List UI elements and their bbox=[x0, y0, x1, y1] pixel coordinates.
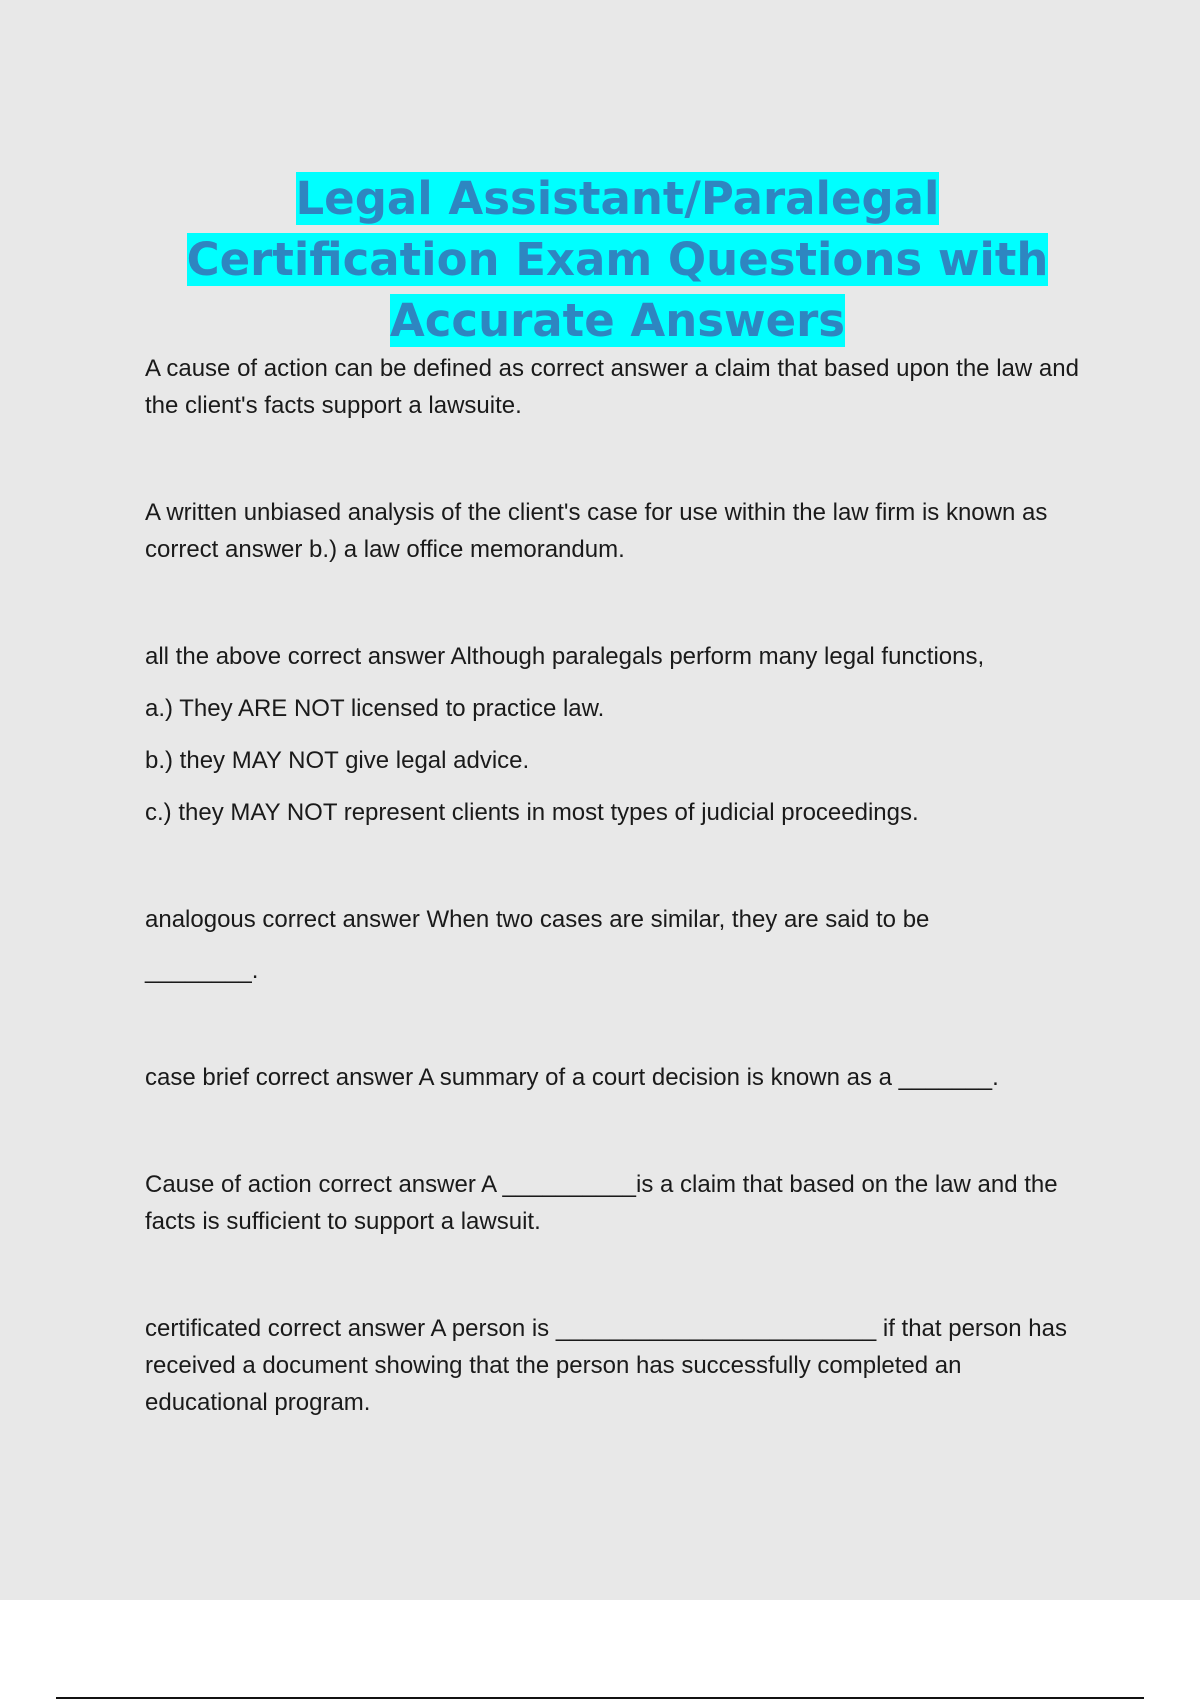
question-cause-of-action: A cause of action can be defined as correct answer a claim that based upon the law and the client's facts support a lawsuite. bbox=[145, 355, 1079, 419]
title-line-3: Accurate Answers bbox=[389, 294, 846, 347]
answer-option-a: a.) They ARE NOT licensed to practice law. bbox=[145, 695, 605, 722]
document-title bbox=[90, 168, 1145, 351]
answer-option-c: c.) they MAY NOT represent clients in most types of judicial proceedings. bbox=[145, 799, 919, 826]
question-analogous-text: analogous correct answer When two cases are similar, they are said to be bbox=[145, 906, 930, 933]
question-case-brief: case brief correct answer A summary of a court decision is known as a _______. bbox=[145, 1064, 999, 1091]
footer-divider bbox=[56, 1697, 1144, 1699]
title-line-1: Legal Assistant/Paralegal bbox=[295, 172, 940, 225]
fill-in-blank: ________. bbox=[145, 957, 259, 984]
question-cause-of-action-blank: Cause of action correct answer A __________is a claim that based on the law and the facts is sufficient to support a lawsuit. bbox=[145, 1171, 1058, 1235]
question-paralegal-functions: all the above correct answer Although paralegals perform many legal functions, bbox=[145, 643, 985, 670]
question-law-office-memorandum: A written unbiased analysis of the client's case for use within the law firm is known as correct answer b.) a law office memorandum. bbox=[145, 499, 1048, 563]
answer-option-b: b.) they MAY NOT give legal advice. bbox=[145, 747, 530, 774]
document-body bbox=[145, 350, 1085, 1421]
title-line-2: Certification Exam Questions with bbox=[186, 233, 1049, 286]
question-analogous bbox=[145, 901, 1085, 989]
question-certificated: certificated correct answer A person is ________________________ if that person has received a document showing that the person has successfully completed an educational program. bbox=[145, 1315, 1067, 1416]
